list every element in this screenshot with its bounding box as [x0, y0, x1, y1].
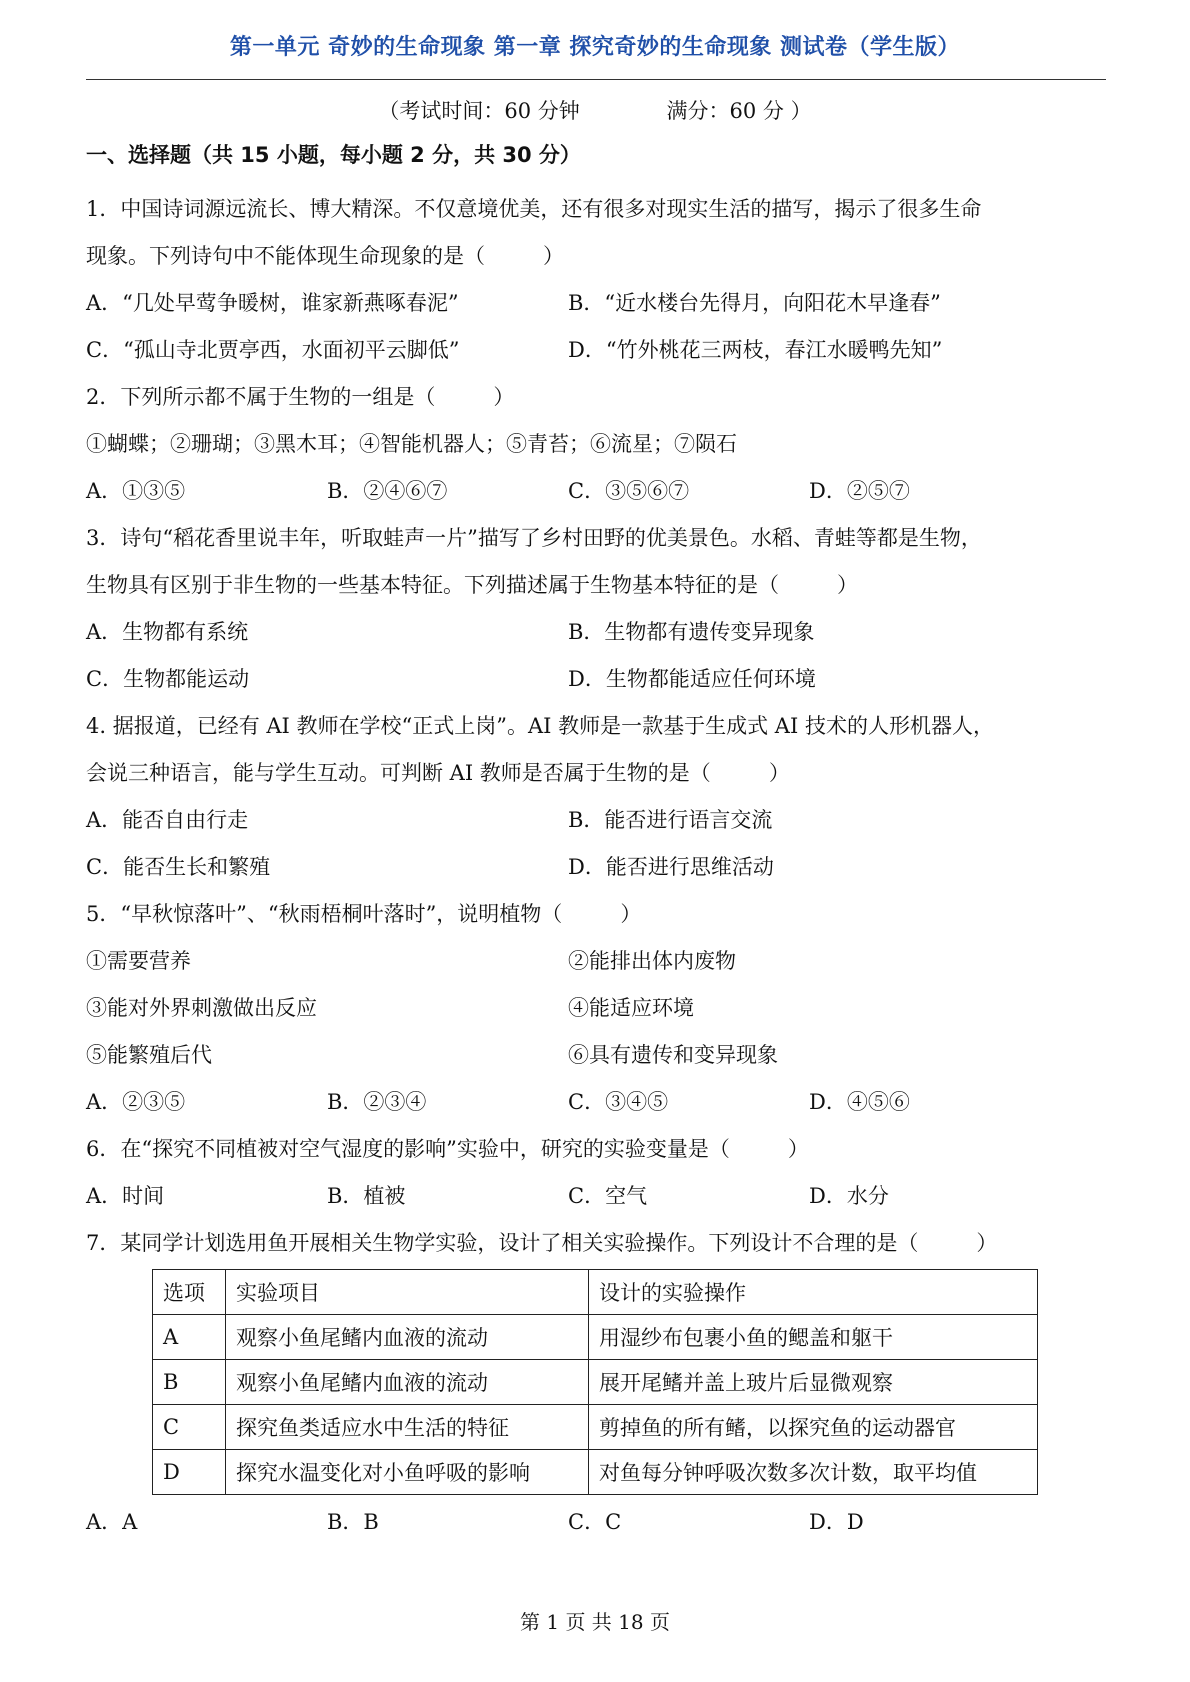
table-header-cell: 设计的实验操作: [589, 1270, 1038, 1315]
q7-option-c[interactable]: C．C: [568, 1510, 622, 1534]
q4-option-a[interactable]: A．能否自由行走: [86, 808, 249, 832]
q3-options-row1: [86, 609, 1106, 656]
q1-option-c[interactable]: C．“孤山寺北贾亭西，水面初平云脚低”: [86, 338, 460, 362]
table-cell: 探究鱼类适应水中生活的特征: [226, 1405, 589, 1450]
table-row: [153, 1405, 1038, 1450]
q5-statement-1: ①需要营养: [86, 949, 191, 973]
section-title: 一、选择题（共 15 小题，每小题 2 分，共 30 分）: [86, 143, 581, 167]
q3-stem-line1: 3．诗句“稻花香里说丰年，听取蛙声一片”描写了乡村田野的优美景色。水稻、青蛙等都是生物，: [86, 526, 982, 550]
table-cell: C: [153, 1405, 226, 1450]
q5-option-d[interactable]: D．④⑤⑥: [809, 1090, 910, 1114]
q2-option-a[interactable]: A．①③⑤: [86, 479, 186, 503]
q5-statement-5: ⑤能繁殖后代: [86, 1043, 212, 1067]
table-header-cell: 实验项目: [226, 1270, 589, 1315]
q3-option-d[interactable]: D．生物都能适应任何环境: [568, 667, 816, 691]
q1-options-row2: [86, 327, 1106, 374]
q5-option-a[interactable]: A．②③⑤: [86, 1090, 186, 1114]
q5-options: [86, 1079, 1106, 1126]
q1-option-a[interactable]: A．“几处早莺争暖树，谁家新燕啄春泥”: [86, 291, 459, 315]
q5-statement-2: ②能排出体内废物: [568, 949, 736, 973]
q4-options-row1: [86, 797, 1106, 844]
q7-option-d[interactable]: D．D: [809, 1510, 864, 1534]
page-number: 第 1 页 共 18 页: [520, 1610, 670, 1634]
table-header-row: [153, 1270, 1038, 1315]
q5-statement-4: ④能适应环境: [568, 996, 694, 1020]
q6-stem: 6．在“探究不同植被对空气湿度的影响”实验中，研究的实验变量是（ ）: [86, 1137, 809, 1161]
q7-option-b[interactable]: B．B: [327, 1510, 379, 1534]
table-row: [153, 1360, 1038, 1405]
q4-options-row2: [86, 844, 1106, 891]
q6-options: [86, 1173, 1106, 1220]
table-cell: 探究水温变化对小鱼呼吸的影响: [226, 1450, 589, 1495]
q1-options-row1: [86, 280, 1106, 327]
table-cell: 观察小鱼尾鳍内血液的流动: [226, 1360, 589, 1405]
table-row: [153, 1315, 1038, 1360]
table-cell: D: [153, 1450, 226, 1495]
q2-items: ①蝴蝶；②珊瑚；③黑木耳；④智能机器人；⑤青苔；⑥流星；⑦陨石: [86, 432, 737, 456]
table-cell: 剪掉鱼的所有鳍，以探究鱼的运动器官: [589, 1405, 1038, 1450]
q5-statement-6: ⑥具有遗传和变异现象: [568, 1043, 778, 1067]
exam-info: [0, 95, 1190, 125]
header-divider: [86, 79, 1106, 80]
q4-option-c[interactable]: C．能否生长和繁殖: [86, 855, 271, 879]
q5-option-b[interactable]: B．②③④: [327, 1090, 427, 1114]
question-list: [86, 138, 1106, 1546]
table-cell: 展开尾鳍并盖上玻片后显微观察: [589, 1360, 1038, 1405]
q7-stem: 7．某同学计划选用鱼开展相关生物学实验，设计了相关实验操作。下列设计不合理的是（ ）: [86, 1231, 998, 1255]
q6-option-a[interactable]: A．时间: [86, 1184, 165, 1208]
q3-option-c[interactable]: C．生物都能运动: [86, 667, 250, 691]
q4-option-d[interactable]: D．能否进行思维活动: [568, 855, 774, 879]
q5-stem: 5．“早秋惊落叶”、“秋雨梧桐叶落时”，说明植物（ ）: [86, 902, 642, 926]
q2-option-c[interactable]: C．③⑤⑥⑦: [568, 479, 690, 503]
q5-statements-row2: [86, 985, 1106, 1032]
table-header-cell: 选项: [153, 1270, 226, 1315]
table-cell: 对鱼每分钟呼吸次数多次计数，取平均值: [589, 1450, 1038, 1495]
q7-option-a[interactable]: A．A: [86, 1510, 138, 1534]
q2-stem: 2．下列所示都不属于生物的一组是（ ）: [86, 385, 515, 409]
q2-option-d[interactable]: D．②⑤⑦: [809, 479, 910, 503]
q3-options-row2: [86, 656, 1106, 703]
q2-option-b[interactable]: B．②④⑥⑦: [327, 479, 448, 503]
q5-statement-3: ③能对外界刺激做出反应: [86, 996, 317, 1020]
q5-statements-row1: [86, 938, 1106, 985]
q1-option-b[interactable]: B．“近水楼台先得月，向阳花木早逢春”: [568, 291, 941, 315]
table-cell: 观察小鱼尾鳍内血液的流动: [226, 1315, 589, 1360]
exam-time: （考试时间：60 分钟: [378, 99, 580, 123]
q6-option-c[interactable]: C．空气: [568, 1184, 648, 1208]
q6-option-b[interactable]: B．植被: [327, 1184, 406, 1208]
q7-table: [152, 1269, 1038, 1495]
q4-stem-line1: 4. 据报道，已经有 AI 教师在学校“正式上岗”。AI 教师是一款基于生成式 AI 技术的人形机器人，: [86, 714, 994, 738]
q1-stem-line1: 1．中国诗词源远流长、博大精深。不仅意境优美，还有很多对现实生活的描写，揭示了很多生命: [86, 197, 982, 221]
q1-stem-line2: 现象。下列诗句中不能体现生命现象的是（ ）: [86, 244, 564, 268]
q4-option-b[interactable]: B．能否进行语言交流: [568, 808, 773, 832]
q5-statements-row3: [86, 1032, 1106, 1079]
q1-option-d[interactable]: D．“竹外桃花三两枝，春江水暖鸭先知”: [568, 338, 943, 362]
q3-option-b[interactable]: B．生物都有遗传变异现象: [568, 620, 815, 644]
full-score: 满分：60 分 ）: [666, 99, 812, 123]
table-row: [153, 1450, 1038, 1495]
q2-options: [86, 468, 1106, 515]
document-title: 第一单元 奇妙的生命现象 第一章 探究奇妙的生命现象 测试卷（学生版）: [229, 35, 961, 60]
q6-option-d[interactable]: D．水分: [809, 1184, 889, 1208]
table-cell: B: [153, 1360, 226, 1405]
table-cell: A: [153, 1315, 226, 1360]
table-cell: 用湿纱布包裹小鱼的鳃盖和躯干: [589, 1315, 1038, 1360]
q5-option-c[interactable]: C．③④⑤: [568, 1090, 669, 1114]
q4-stem-line2: 会说三种语言，能与学生互动。可判断 AI 教师是否属于生物的是（ ）: [86, 761, 790, 785]
q3-stem-line2: 生物具有区别于非生物的一些基本特征。下列描述属于生物基本特征的是（ ）: [86, 573, 858, 597]
q7-options: [86, 1499, 1106, 1546]
q3-option-a[interactable]: A．生物都有系统: [86, 620, 249, 644]
